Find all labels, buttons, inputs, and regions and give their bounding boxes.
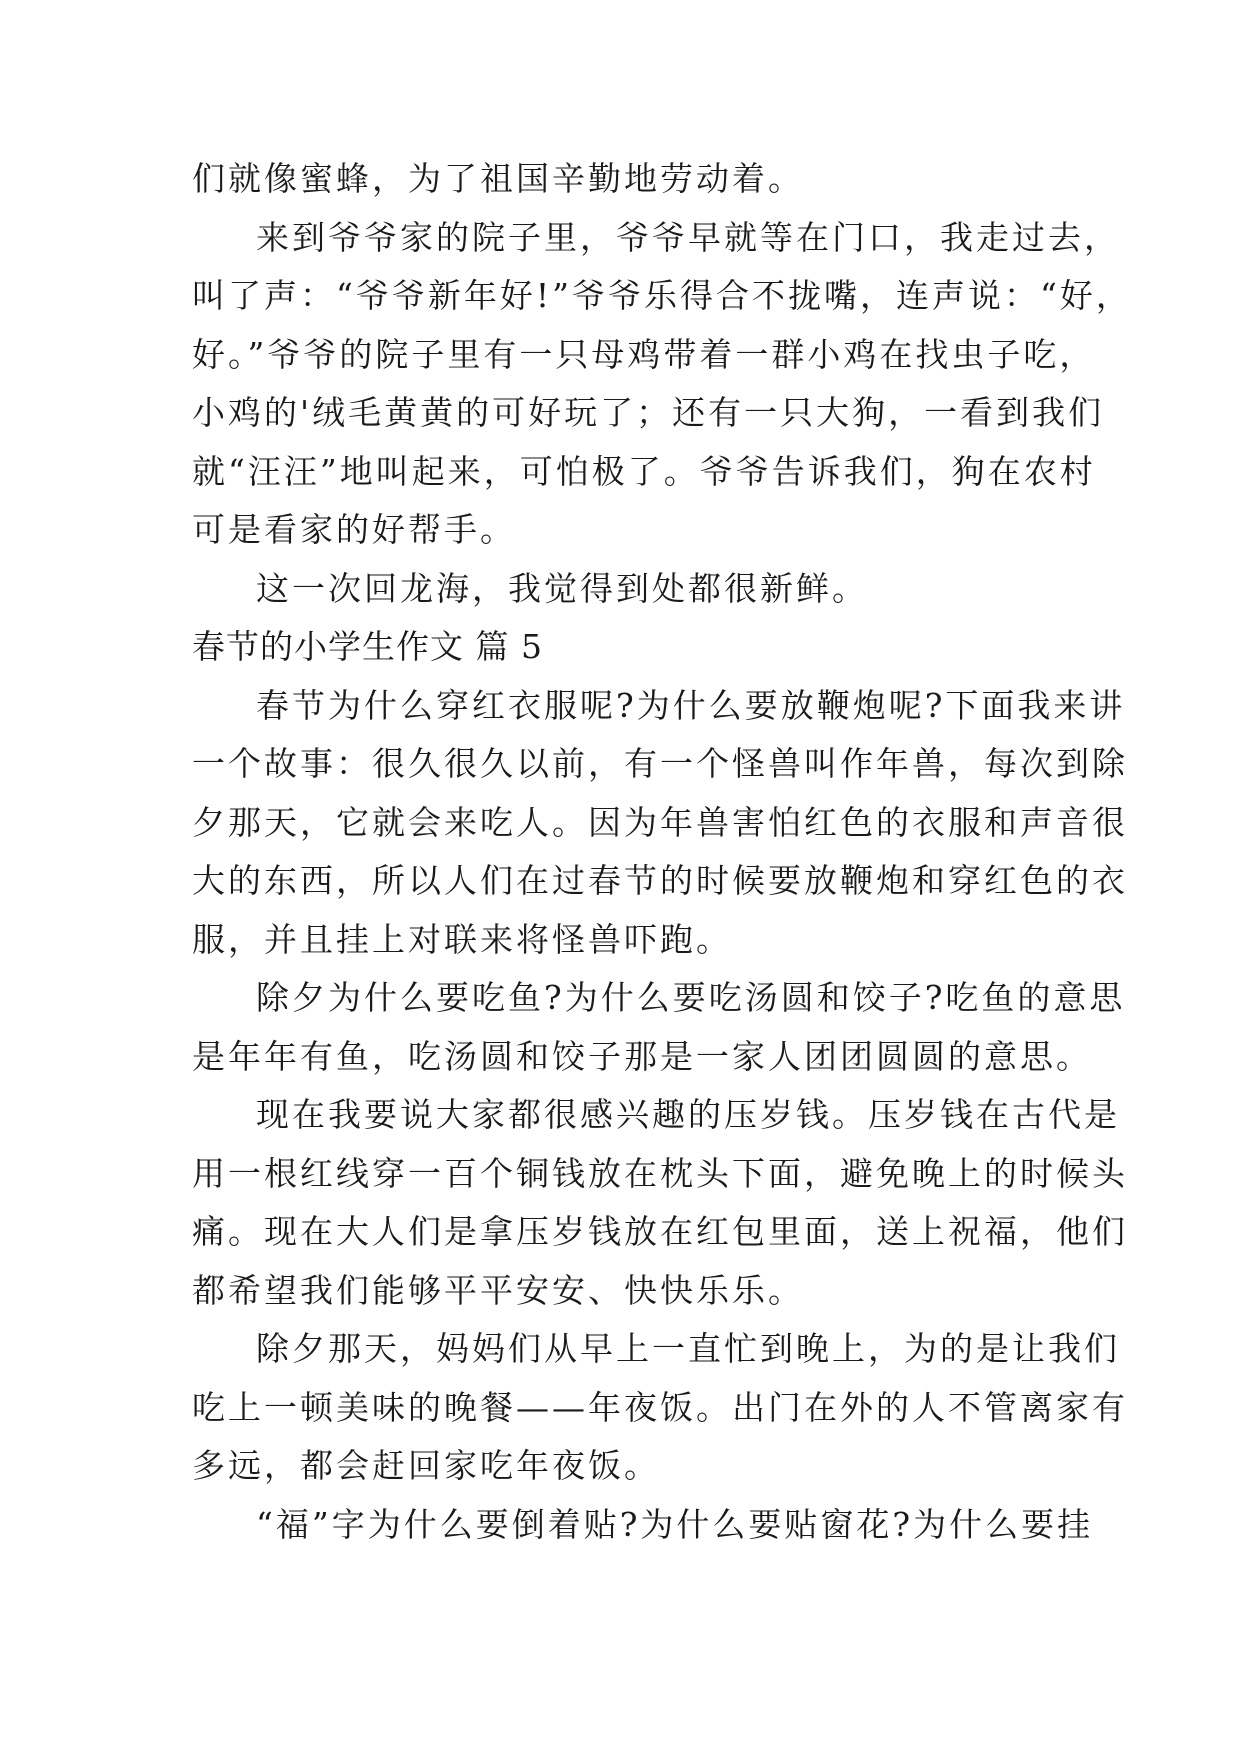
text-line: 叫了声：“爷爷新年好!”爷爷乐得合不拢嘴，连声说：“好， <box>192 276 1132 315</box>
text-line: 服，并且挂上对联来将怪兽吓跑。 <box>192 919 732 959</box>
text-line: 现在我要说大家都很感兴趣的压岁钱。压岁钱在古代是 <box>256 1095 1120 1134</box>
text-line: 多远，都会赶回家吃年夜饭。 <box>192 1446 660 1485</box>
text-line: 除夕为什么要吃鱼?为什么要吃汤圆和饺子?吃鱼的意思 <box>256 978 1126 1017</box>
text-line: “福”字为什么要倒着贴?为什么要贴窗花?为什么要挂 <box>256 1504 1094 1544</box>
text-line: 都希望我们能够平平安安、快快乐乐。 <box>192 1270 804 1310</box>
text-line: 一个故事：很久很久以前，有一个怪兽叫作年兽，每次到除 <box>192 744 1128 783</box>
text-line: 夕那天，它就会来吃人。因为年兽害怕红色的衣服和声音很 <box>192 802 1128 842</box>
text-line: 这一次回龙海，我觉得到处都很新鲜。 <box>256 568 868 608</box>
text-line: 用一根红线穿一百个铜钱放在枕头下面，避免晚上的时候头 <box>192 1153 1128 1193</box>
section-heading: 春节的小学生作文 篇 5 <box>192 627 543 666</box>
text-line: 春节为什么穿红衣服呢?为什么要放鞭炮呢?下面我来讲 <box>256 685 1126 725</box>
text-line: 痛。现在大人们是拿压岁钱放在红包里面，送上祝福，他们 <box>192 1212 1128 1251</box>
text-line: 好。”爷爷的院子里有一只母鸡带着一群小鸡在找虫子吃， <box>192 334 1096 374</box>
text-line: 吃上一顿美味的晚餐——年夜饭。出门在外的人不管离家有 <box>192 1387 1128 1427</box>
document-page <box>192 150 1132 1554</box>
text-line: 来到爷爷家的院子里，爷爷早就等在门口，我走过去， <box>256 217 1120 257</box>
text-line: 除夕那天，妈妈们从早上一直忙到晚上，为的是让我们 <box>256 1329 1120 1368</box>
text-line: 可是看家的好帮手。 <box>192 510 516 549</box>
text-line: 是年年有鱼，吃汤圆和饺子那是一家人团团圆圆的意思。 <box>192 1036 1092 1076</box>
text-line: 大的东西，所以人们在过春节的时候要放鞭炮和穿红色的衣 <box>192 861 1128 900</box>
text-line: 就“汪汪”地叫起来，可怕极了。爷爷告诉我们，狗在农村 <box>192 451 1096 491</box>
text-line: 小鸡的'绒毛黄黄的可好玩了；还有一只大狗，一看到我们 <box>192 393 1105 432</box>
text-line: 们就像蜜蜂，为了祖国辛勤地劳动着。 <box>192 159 804 198</box>
